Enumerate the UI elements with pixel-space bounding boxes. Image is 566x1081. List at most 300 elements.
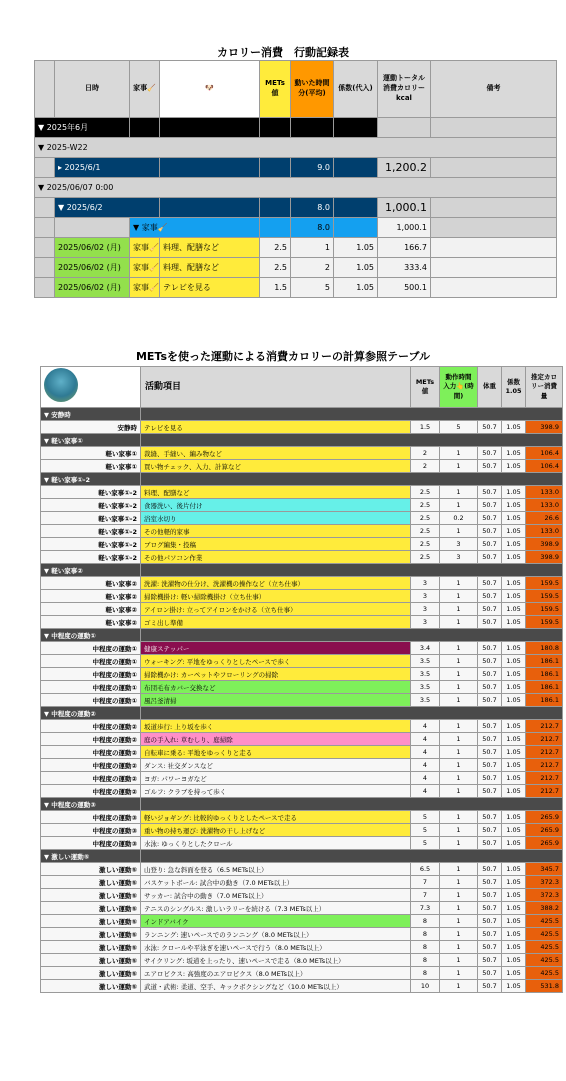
cell-c: 1.05 xyxy=(502,889,526,902)
cell-time[interactable]: 1 xyxy=(440,915,478,928)
cell-k: 372.3 xyxy=(526,876,563,889)
cell-mets: 8 xyxy=(411,915,440,928)
cell-cat: 軽い家事② xyxy=(41,590,141,603)
cell-act[interactable]: 山登り: 急な斜面を登る（6.5 METs以上） xyxy=(141,863,411,876)
cell-time[interactable]: 1 xyxy=(440,863,478,876)
cell-cat: 激しい運動⑤ xyxy=(41,876,141,889)
cell-time[interactable]: 1 xyxy=(440,577,478,590)
cell-c: 1.05 xyxy=(502,759,526,772)
cell-act[interactable]: インドアバイク xyxy=(141,915,411,928)
cell-k: 26.6 xyxy=(526,512,563,525)
cell-time[interactable]: 1 xyxy=(440,941,478,954)
header-total: 運動トータル消費カロリーkcal xyxy=(378,61,431,118)
cell-time[interactable]: 1 xyxy=(440,980,478,993)
section-header[interactable]: ▼ 中程度の運動③ xyxy=(41,798,563,811)
cell-k: 425.5 xyxy=(526,967,563,980)
cell-w: 50.7 xyxy=(478,460,502,473)
reference-row[interactable] xyxy=(41,460,563,473)
cell-w: 50.7 xyxy=(478,694,502,707)
reference-table xyxy=(40,366,563,993)
cell-mets: 7 xyxy=(411,876,440,889)
cell-c: 1.05 xyxy=(502,642,526,655)
cell-mets: 2.5 xyxy=(411,512,440,525)
cell-mets: 3 xyxy=(411,603,440,616)
cell-time[interactable]: 1 xyxy=(440,889,478,902)
cell-time[interactable]: 3 xyxy=(440,538,478,551)
log-row[interactable]: 2025/06/02 (月) 家事🧹 料理、配膳など 2.5 2 1.05 333.4 xyxy=(35,258,557,278)
cell-act[interactable]: 武道・武術: 柔道、空手、キックボクシングなど（10.0 METs以上） xyxy=(141,980,411,993)
cell-cat: 軽い家事①-2 xyxy=(41,525,141,538)
cell-act[interactable]: 洗濯: 洗濯物の仕分け、洗濯機の操作など（立ち仕事） xyxy=(141,577,411,590)
cell-act[interactable]: ゴルフ: クラブを持って歩く xyxy=(141,785,411,798)
cell-cat: 軽い家事①-2 xyxy=(41,551,141,564)
section-header[interactable]: ▼ 中程度の運動② xyxy=(41,707,563,720)
cell-cat: 激しい運動⑤ xyxy=(41,915,141,928)
reference-row[interactable] xyxy=(41,577,563,590)
cell-time[interactable]: 1 xyxy=(440,668,478,681)
cell-time[interactable]: 1 xyxy=(440,811,478,824)
cell-act[interactable]: 浴室水切り xyxy=(141,512,411,525)
header-chore: 家事🧹 xyxy=(130,61,160,118)
cell-mets: 3.5 xyxy=(411,681,440,694)
cell-time[interactable]: 1 xyxy=(440,733,478,746)
cell-act[interactable]: 料理、配膳など xyxy=(141,486,411,499)
cell-act[interactable]: アイロン掛け: 立ってアイロンをかける（立ち仕事） xyxy=(141,603,411,616)
cell-k: 159.5 xyxy=(526,590,563,603)
cell-act[interactable]: 風呂釜清掃 xyxy=(141,694,411,707)
cell-w: 50.7 xyxy=(478,577,502,590)
cell-act[interactable]: 軽いジョギング: 比較的ゆっくりとしたペースで走る xyxy=(141,811,411,824)
cell-c: 1.05 xyxy=(502,863,526,876)
cell-c: 1.05 xyxy=(502,525,526,538)
cell-mets: 5 xyxy=(411,811,440,824)
cell-k: 265.9 xyxy=(526,811,563,824)
cell-mets: 2.5 xyxy=(411,538,440,551)
cell-time[interactable]: 1 xyxy=(440,486,478,499)
cell-w: 50.7 xyxy=(478,642,502,655)
reference-row[interactable] xyxy=(41,499,563,512)
cell-time[interactable]: 1 xyxy=(440,616,478,629)
reference-row[interactable] xyxy=(41,759,563,772)
group-month[interactable]: ▼ 2025年6月 xyxy=(35,118,557,138)
cell-mets: 5 xyxy=(411,837,440,850)
cell-c: 1.05 xyxy=(502,811,526,824)
cell-mets: 3 xyxy=(411,577,440,590)
cell-k: 159.5 xyxy=(526,616,563,629)
reference-row[interactable] xyxy=(41,915,563,928)
cell-w: 50.7 xyxy=(478,889,502,902)
cell-time[interactable]: 1 xyxy=(440,694,478,707)
reference-row[interactable] xyxy=(41,811,563,824)
cell-time[interactable]: 1 xyxy=(440,746,478,759)
cell-cat: 中程度の運動② xyxy=(41,746,141,759)
cell-cat: 軽い家事② xyxy=(41,577,141,590)
header-time-input: 動作時間入力👆(時間) xyxy=(440,367,478,408)
reference-row[interactable] xyxy=(41,928,563,941)
cell-act[interactable]: ヨガ: パワーヨガなど xyxy=(141,772,411,785)
header-coef: 係数1.05 xyxy=(502,367,526,408)
cell-mets: 7.3 xyxy=(411,902,440,915)
cell-mets: 3.4 xyxy=(411,642,440,655)
cell-k: 265.9 xyxy=(526,837,563,850)
reference-row[interactable] xyxy=(41,421,563,434)
cell-c: 1.05 xyxy=(502,915,526,928)
cell-cat: 中程度の運動① xyxy=(41,668,141,681)
cell-cat: 中程度の運動② xyxy=(41,733,141,746)
cell-time[interactable]: 1 xyxy=(440,785,478,798)
cell-mets: 3.5 xyxy=(411,655,440,668)
cell-cat: 激しい運動⑤ xyxy=(41,889,141,902)
section-header[interactable]: ▼ 軽い家事② xyxy=(41,564,563,577)
cell-act[interactable]: 水泳: クロールや平泳ぎを速いペースで行う（8.0 METs以上） xyxy=(141,941,411,954)
cell-act[interactable]: 健康ステッパー xyxy=(141,642,411,655)
reference-row[interactable] xyxy=(41,447,563,460)
cell-cat: 軽い家事①-2 xyxy=(41,499,141,512)
reference-row[interactable] xyxy=(41,590,563,603)
cell-mets: 3 xyxy=(411,590,440,603)
cell-mets: 5 xyxy=(411,824,440,837)
cell-w: 50.7 xyxy=(478,512,502,525)
log-row[interactable]: 2025/06/02 (月) 家事🧹 料理、配膳など 2.5 1 1.05 166.7 xyxy=(35,238,557,258)
cell-w: 50.7 xyxy=(478,980,502,993)
cell-time[interactable]: 5 xyxy=(440,421,478,434)
section-header[interactable]: ▼ 軽い家事①-2 xyxy=(41,473,563,486)
cell-k: 265.9 xyxy=(526,824,563,837)
cell-k: 106.4 xyxy=(526,460,563,473)
cell-w: 50.7 xyxy=(478,538,502,551)
reference-row[interactable] xyxy=(41,746,563,759)
cell-k: 398.9 xyxy=(526,551,563,564)
reference-row[interactable] xyxy=(41,837,563,850)
cell-mets: 3.5 xyxy=(411,668,440,681)
cell-time[interactable]: 1 xyxy=(440,655,478,668)
cell-k: 388.2 xyxy=(526,902,563,915)
cell-cat: 中程度の運動② xyxy=(41,785,141,798)
cell-k: 398.9 xyxy=(526,538,563,551)
reference-row[interactable] xyxy=(41,863,563,876)
cell-c: 1.05 xyxy=(502,941,526,954)
reference-row[interactable] xyxy=(41,525,563,538)
activity-log-table xyxy=(34,60,557,298)
reference-row[interactable] xyxy=(41,824,563,837)
cell-cat: 激しい運動⑤ xyxy=(41,941,141,954)
reference-row[interactable] xyxy=(41,733,563,746)
cell-mets: 8 xyxy=(411,928,440,941)
reference-row[interactable] xyxy=(41,681,563,694)
cell-time[interactable]: 1 xyxy=(440,499,478,512)
cell-time[interactable]: 1 xyxy=(440,876,478,889)
cell-cat: 中程度の運動③ xyxy=(41,824,141,837)
cell-k: 345.7 xyxy=(526,863,563,876)
cell-w: 50.7 xyxy=(478,421,502,434)
cell-w: 50.7 xyxy=(478,941,502,954)
cell-k: 212.7 xyxy=(526,785,563,798)
cell-time[interactable]: 1 xyxy=(440,590,478,603)
reference-row[interactable] xyxy=(41,876,563,889)
cell-mets: 1.5 xyxy=(411,421,440,434)
cell-k: 180.8 xyxy=(526,642,563,655)
cell-c: 1.05 xyxy=(502,772,526,785)
cell-act[interactable]: その他パソコン作業 xyxy=(141,551,411,564)
cell-c: 1.05 xyxy=(502,694,526,707)
cell-w: 50.7 xyxy=(478,954,502,967)
reference-row[interactable] xyxy=(41,954,563,967)
section-header[interactable]: ▼ 激しい運動⑤ xyxy=(41,850,563,863)
cell-c: 1.05 xyxy=(502,512,526,525)
reference-row[interactable] xyxy=(41,642,563,655)
cell-c: 1.05 xyxy=(502,486,526,499)
cell-cat: 激しい運動⑤ xyxy=(41,954,141,967)
reference-row[interactable] xyxy=(41,772,563,785)
cell-time[interactable]: 1 xyxy=(440,642,478,655)
reference-row[interactable] xyxy=(41,512,563,525)
cell-cat: 軽い家事①-2 xyxy=(41,486,141,499)
reference-row[interactable] xyxy=(41,967,563,980)
cell-w: 50.7 xyxy=(478,928,502,941)
cell-time[interactable]: 1 xyxy=(440,460,478,473)
cell-mets: 2.5 xyxy=(411,499,440,512)
cell-time[interactable]: 1 xyxy=(440,967,478,980)
cell-w: 50.7 xyxy=(478,447,502,460)
cell-act[interactable]: 坂道歩行: 上り坂を歩く xyxy=(141,720,411,733)
cell-mets: 7 xyxy=(411,889,440,902)
header-weight: 体重 xyxy=(478,367,502,408)
reference-row[interactable] xyxy=(41,655,563,668)
cell-act[interactable]: 自転車に乗る: 平地をゆっくりと走る xyxy=(141,746,411,759)
cell-k: 372.3 xyxy=(526,889,563,902)
cell-mets: 4 xyxy=(411,746,440,759)
cell-time[interactable]: 1 xyxy=(440,525,478,538)
cell-c: 1.05 xyxy=(502,681,526,694)
cell-act[interactable]: 食器洗い、後片付け xyxy=(141,499,411,512)
cell-cat: 中程度の運動③ xyxy=(41,811,141,824)
header-mets: METs値 xyxy=(260,61,291,118)
cell-time[interactable]: 1 xyxy=(440,681,478,694)
cell-c: 1.05 xyxy=(502,421,526,434)
reference-row[interactable] xyxy=(41,720,563,733)
cell-cat: 中程度の運動② xyxy=(41,720,141,733)
cell-k: 186.1 xyxy=(526,668,563,681)
header-kcal: 推定カロリー消費量 xyxy=(526,367,563,408)
cell-w: 50.7 xyxy=(478,551,502,564)
cell-k: 106.4 xyxy=(526,447,563,460)
cell-c: 1.05 xyxy=(502,928,526,941)
cell-w: 50.7 xyxy=(478,785,502,798)
reference-row[interactable] xyxy=(41,603,563,616)
cell-act[interactable]: ブログ編集・投稿 xyxy=(141,538,411,551)
cell-cat: 安静時 xyxy=(41,421,141,434)
cell-act[interactable]: ウォーキング: 平地をゆっくりとしたペースで歩く xyxy=(141,655,411,668)
reference-row[interactable] xyxy=(41,785,563,798)
cell-c: 1.05 xyxy=(502,499,526,512)
group-datetime[interactable]: ▼ 2025/06/07 0:00 xyxy=(35,178,557,198)
reference-row[interactable] xyxy=(41,902,563,915)
cell-act[interactable]: ゴミ出し準備 xyxy=(141,616,411,629)
cell-c: 1.05 xyxy=(502,980,526,993)
group-day2[interactable]: ▼ 2025/6/2 8.0 1,000.1 xyxy=(35,198,557,218)
cell-c: 1.05 xyxy=(502,655,526,668)
cell-mets: 4 xyxy=(411,772,440,785)
cell-act[interactable]: 掃除機掛け: 軽い掃除機掛け（立ち仕事） xyxy=(141,590,411,603)
log-row[interactable]: 2025/06/02 (月) 家事🧹 テレビを見る 1.5 5 1.05 500.1 xyxy=(35,278,557,298)
cell-c: 1.05 xyxy=(502,577,526,590)
cell-mets: 4 xyxy=(411,733,440,746)
cell-act[interactable]: 水泳: ゆっくりとしたクロール xyxy=(141,837,411,850)
log-title: カロリー消費 行動記録表 xyxy=(217,46,349,59)
cell-k: 159.5 xyxy=(526,577,563,590)
cell-act[interactable]: テニスのシングルス: 激しいラリーを続ける（7.3 METs以上） xyxy=(141,902,411,915)
cell-w: 50.7 xyxy=(478,525,502,538)
group-week[interactable]: ▼ 2025-W22 xyxy=(35,138,557,158)
cell-w: 50.7 xyxy=(478,733,502,746)
header-time: 動いた時間分(平均) xyxy=(291,61,334,118)
cell-k: 186.1 xyxy=(526,694,563,707)
cell-cat: 激しい運動⑤ xyxy=(41,967,141,980)
section-header[interactable]: ▼ 軽い家事① xyxy=(41,434,563,447)
cell-w: 50.7 xyxy=(478,720,502,733)
cell-k: 425.5 xyxy=(526,928,563,941)
reference-row[interactable] xyxy=(41,551,563,564)
group-chore[interactable]: ▼ 家事🧹 8.0 1,000.1 xyxy=(35,218,557,238)
header-mets: METs値 xyxy=(411,367,440,408)
cell-act[interactable]: ランニング: 速いペースでのランニング（8.0 METs以上） xyxy=(141,928,411,941)
cell-k: 212.7 xyxy=(526,759,563,772)
reference-row[interactable] xyxy=(41,616,563,629)
cell-time[interactable]: 1 xyxy=(440,772,478,785)
dog-icon: 🐶 xyxy=(160,61,260,118)
cell-c: 1.05 xyxy=(502,824,526,837)
cell-cat: 激しい運動⑤ xyxy=(41,863,141,876)
cell-time[interactable]: 1 xyxy=(440,720,478,733)
cell-c: 1.05 xyxy=(502,603,526,616)
cell-w: 50.7 xyxy=(478,486,502,499)
cell-mets: 2.5 xyxy=(411,486,440,499)
cell-k: 398.9 xyxy=(526,421,563,434)
cell-cat: 軽い家事② xyxy=(41,616,141,629)
cell-time[interactable]: 1 xyxy=(440,902,478,915)
cell-time[interactable]: 3 xyxy=(440,551,478,564)
cell-time[interactable]: 1 xyxy=(440,837,478,850)
cell-k: 212.7 xyxy=(526,772,563,785)
cell-mets: 2 xyxy=(411,460,440,473)
cell-cat: 激しい運動⑤ xyxy=(41,928,141,941)
cell-c: 1.05 xyxy=(502,954,526,967)
cell-mets: 4 xyxy=(411,759,440,772)
cell-act[interactable]: サイクリング: 坂道を上ったり、速いペースで走る（8.0 METs以上） xyxy=(141,954,411,967)
cell-c: 1.05 xyxy=(502,733,526,746)
cell-k: 212.7 xyxy=(526,733,563,746)
header-note: 備考 xyxy=(431,61,557,118)
cell-w: 50.7 xyxy=(478,603,502,616)
cell-c: 1.05 xyxy=(502,876,526,889)
reference-title: METsを使った運動による消費カロリーの計算参照テーブル xyxy=(135,350,431,363)
cell-w: 50.7 xyxy=(478,681,502,694)
reference-row[interactable] xyxy=(41,668,563,681)
cell-mets: 8 xyxy=(411,941,440,954)
cell-cat: 中程度の運動① xyxy=(41,694,141,707)
cell-w: 50.7 xyxy=(478,811,502,824)
cell-act[interactable]: 掃除機かけ: カーペットやフローリングの掃除 xyxy=(141,668,411,681)
cell-k: 133.0 xyxy=(526,525,563,538)
cell-time[interactable]: 0.2 xyxy=(440,512,478,525)
header-coef: 係数(代入) xyxy=(334,61,378,118)
cell-act[interactable]: 買い物チェック、入力、計算など xyxy=(141,460,411,473)
reference-row[interactable] xyxy=(41,538,563,551)
cell-cat: 中程度の運動② xyxy=(41,759,141,772)
reference-row[interactable] xyxy=(41,980,563,993)
cell-c: 1.05 xyxy=(502,902,526,915)
cell-w: 50.7 xyxy=(478,863,502,876)
cell-mets: 4 xyxy=(411,785,440,798)
cell-c: 1.05 xyxy=(502,720,526,733)
cell-time[interactable]: 1 xyxy=(440,447,478,460)
cell-time[interactable]: 1 xyxy=(440,824,478,837)
section-header[interactable]: ▼ 中程度の運動① xyxy=(41,629,563,642)
cell-k: 212.7 xyxy=(526,746,563,759)
cell-act[interactable]: バスケットボール: 試合中の動き（7.0 METs以上） xyxy=(141,876,411,889)
cell-act[interactable]: 重い物の持ち運び: 洗濯物の干し上げなど xyxy=(141,824,411,837)
cell-w: 50.7 xyxy=(478,590,502,603)
cell-act[interactable]: 布団毛布カバー交換など xyxy=(141,681,411,694)
cell-mets: 2.5 xyxy=(411,525,440,538)
cell-time[interactable]: 1 xyxy=(440,603,478,616)
cell-k: 133.0 xyxy=(526,486,563,499)
section-header[interactable]: ▼ 安静時 xyxy=(41,408,563,421)
cell-w: 50.7 xyxy=(478,655,502,668)
cell-act[interactable]: その他軽的家事 xyxy=(141,525,411,538)
cell-c: 1.05 xyxy=(502,967,526,980)
cell-k: 186.1 xyxy=(526,681,563,694)
cell-act[interactable]: エアロビクス: 高強度のエアロビクス（8.0 METs以上） xyxy=(141,967,411,980)
cell-cat: 中程度の運動① xyxy=(41,681,141,694)
cell-w: 50.7 xyxy=(478,876,502,889)
cell-k: 212.7 xyxy=(526,720,563,733)
reference-row[interactable] xyxy=(41,694,563,707)
cell-act[interactable]: 裁縫、手縫い、編み物など xyxy=(141,447,411,460)
header-date: 日時 xyxy=(55,61,130,118)
cell-k: 425.5 xyxy=(526,941,563,954)
cell-act[interactable]: サッカー: 試合中の動き（7.0 METs以上） xyxy=(141,889,411,902)
cell-c: 1.05 xyxy=(502,460,526,473)
cell-time[interactable]: 1 xyxy=(440,759,478,772)
cell-cat: 軽い家事① xyxy=(41,447,141,460)
cell-w: 50.7 xyxy=(478,824,502,837)
group-day1[interactable]: ▸ 2025/6/1 9.0 1,200.2 xyxy=(35,158,557,178)
cell-c: 1.05 xyxy=(502,668,526,681)
cell-w: 50.7 xyxy=(478,837,502,850)
cell-cat: 軽い家事①-2 xyxy=(41,538,141,551)
reference-row[interactable] xyxy=(41,486,563,499)
cell-act[interactable]: テレビを見る xyxy=(141,421,411,434)
cell-w: 50.7 xyxy=(478,746,502,759)
cell-act[interactable]: 庭の手入れ: 草むしり、庭掃除 xyxy=(141,733,411,746)
cell-c: 1.05 xyxy=(502,590,526,603)
cell-time[interactable]: 1 xyxy=(440,928,478,941)
cell-c: 1.05 xyxy=(502,746,526,759)
cell-mets: 2.5 xyxy=(411,551,440,564)
cell-w: 50.7 xyxy=(478,616,502,629)
cell-time[interactable]: 1 xyxy=(440,954,478,967)
reference-row[interactable] xyxy=(41,941,563,954)
cell-mets: 3.5 xyxy=(411,694,440,707)
cell-w: 50.7 xyxy=(478,967,502,980)
header-activity: 活動項目 xyxy=(141,367,411,408)
cell-k: 133.0 xyxy=(526,499,563,512)
cell-mets: 8 xyxy=(411,967,440,980)
cell-cat: 軽い家事② xyxy=(41,603,141,616)
cell-act[interactable]: ダンス: 社交ダンスなど xyxy=(141,759,411,772)
reference-row[interactable] xyxy=(41,889,563,902)
